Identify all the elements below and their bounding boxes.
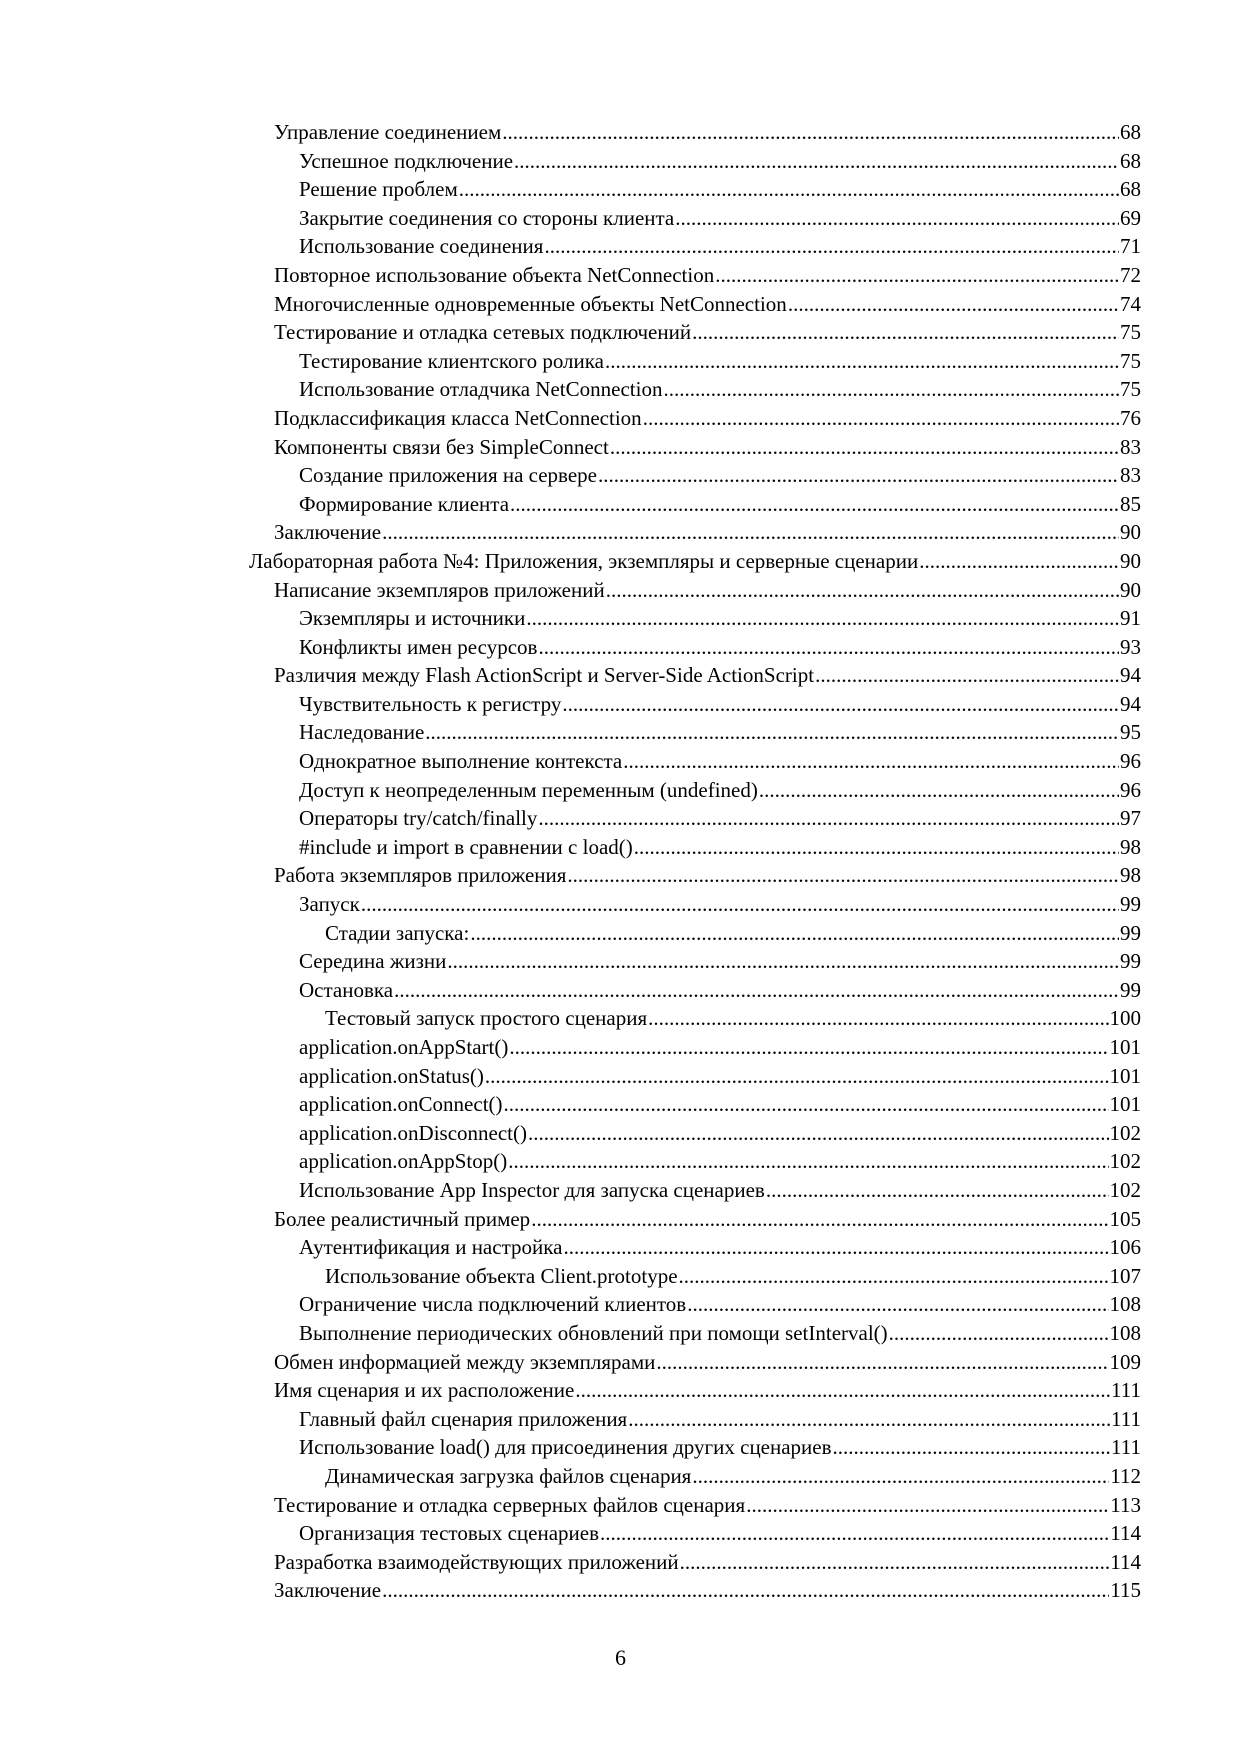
toc-dot-leader	[692, 1462, 1109, 1491]
toc-entry-page: 75	[1120, 377, 1141, 402]
toc-entry-page: 68	[1120, 148, 1141, 173]
toc-entry[interactable]	[0, 433, 1241, 462]
toc-entry-page: 69	[1120, 205, 1141, 230]
toc-entry[interactable]	[0, 490, 1241, 519]
toc-entry-page: 98	[1120, 863, 1141, 888]
toc-entry[interactable]	[0, 375, 1241, 404]
toc-dot-leader	[528, 1119, 1108, 1148]
toc-entry-title: Главный файл сценария приложения	[299, 1406, 628, 1431]
toc-entry-title: Середина жизни	[299, 949, 447, 974]
toc-entry[interactable]	[0, 318, 1241, 347]
toc-dot-leader	[746, 1491, 1109, 1520]
toc-entry-page: 100	[1109, 1006, 1141, 1031]
toc-entry-title: Работа экземпляров приложения	[274, 863, 567, 888]
toc-entry-title: Доступ к неопределенным переменным (undefined)	[299, 777, 758, 802]
toc-entry-title: Многочисленные одновременные объекты NetConnection	[274, 291, 787, 316]
toc-entry-title: Подклассификация класса NetConnection	[274, 405, 642, 430]
toc-entry-page: 107	[1109, 1263, 1141, 1288]
toc-dot-leader	[567, 861, 1119, 890]
toc-dot-leader	[598, 461, 1119, 490]
toc-entry[interactable]	[0, 890, 1241, 919]
toc-entry[interactable]	[0, 1319, 1241, 1348]
toc-entry[interactable]	[0, 976, 1241, 1005]
toc-entry-page: 95	[1120, 720, 1141, 745]
toc-entry-title: Более реалистичный пример	[274, 1206, 531, 1231]
toc-entry-page: 102	[1109, 1149, 1141, 1174]
toc-entry-title: Написание экземпляров приложений	[274, 577, 605, 602]
toc-dot-leader	[459, 175, 1119, 204]
toc-entry-title: Однократное выполнение контекста	[299, 749, 623, 774]
toc-entry[interactable]	[0, 1033, 1241, 1062]
toc-dot-leader	[447, 947, 1119, 976]
toc-entry-title: Тестирование и отладка сетевых подключений	[274, 320, 692, 345]
toc-dot-leader	[575, 1376, 1110, 1405]
toc-dot-leader	[600, 1519, 1109, 1548]
toc-dot-leader	[815, 661, 1119, 690]
toc-dot-leader	[394, 976, 1119, 1005]
toc-entry-page: 68	[1120, 177, 1141, 202]
toc-entry-page: 71	[1120, 234, 1141, 259]
toc-entry-title: Формирование клиента	[299, 491, 510, 516]
toc-dot-leader	[833, 1433, 1111, 1462]
toc-dot-leader	[538, 804, 1119, 833]
toc-entry-page: 74	[1120, 291, 1141, 316]
toc-entry-title: Тестирование и отладка серверных файлов сценария	[274, 1492, 746, 1517]
toc-entry-title: Успешное подключение	[299, 148, 514, 173]
toc-entry-title: Использование App Inspector для запуска сценариев	[299, 1177, 765, 1202]
toc-entry-title: Управление соединением	[274, 120, 502, 144]
toc-dot-leader	[544, 232, 1119, 261]
toc-entry-page: 115	[1110, 1578, 1141, 1603]
toc-entry-title: Использование соединения	[299, 234, 544, 259]
toc-dot-leader	[606, 576, 1119, 605]
table-of-contents	[0, 118, 1241, 1605]
toc-entry[interactable]	[0, 232, 1241, 261]
toc-dot-leader	[502, 118, 1119, 147]
toc-entry-title: Конфликты имен ресурсов	[299, 634, 538, 659]
toc-dot-leader	[656, 1348, 1108, 1377]
toc-dot-leader	[510, 490, 1119, 519]
toc-dot-leader	[526, 604, 1119, 633]
toc-dot-leader	[687, 1290, 1108, 1319]
toc-dot-leader	[919, 547, 1119, 576]
toc-entry-page: 112	[1110, 1463, 1141, 1488]
toc-dot-leader	[692, 318, 1119, 347]
page-number: 6	[615, 1645, 626, 1670]
toc-entry-page: 75	[1120, 320, 1141, 345]
toc-entry-page: 96	[1120, 777, 1141, 802]
toc-entry-title: #include и import в сравнении с load()	[299, 834, 633, 859]
toc-dot-leader	[628, 1405, 1110, 1434]
toc-entry-title: Остановка	[299, 977, 394, 1002]
toc-dot-leader	[623, 747, 1119, 776]
toc-entry-title: application.onAppStart()	[299, 1035, 509, 1059]
toc-entry-page: 101	[1109, 1092, 1141, 1117]
toc-entry[interactable]	[0, 118, 1241, 147]
toc-entry[interactable]	[0, 1491, 1241, 1520]
toc-entry[interactable]	[0, 1405, 1241, 1434]
toc-dot-leader	[759, 776, 1119, 805]
toc-entry[interactable]	[0, 776, 1241, 805]
toc-entry-title: Различия между Flash ActionScript и Server-Side ActionScript	[274, 663, 815, 688]
toc-entry-page: 93	[1120, 634, 1141, 659]
toc-entry-title: Использование load() для присоединения других сценариев	[299, 1435, 832, 1460]
toc-entry[interactable]	[0, 833, 1241, 862]
toc-entry-title: Закрытие соединения со стороны клиента	[299, 205, 675, 230]
toc-entry-page: 114	[1110, 1521, 1141, 1546]
toc-dot-leader	[509, 1033, 1108, 1062]
toc-entry-page: 76	[1120, 405, 1141, 430]
toc-entry-title: Заключение	[274, 520, 382, 545]
toc-entry[interactable]	[0, 1147, 1241, 1176]
toc-entry[interactable]	[0, 1062, 1241, 1091]
toc-entry-title: Обмен информацией между экземплярами	[274, 1349, 656, 1374]
toc-entry-title: Организация тестовых сценариев	[299, 1521, 600, 1546]
toc-dot-leader	[425, 718, 1119, 747]
toc-entry[interactable]	[0, 147, 1241, 176]
toc-entry[interactable]	[0, 1433, 1241, 1462]
toc-entry-title: Выполнение периодических обновлений при помощи setInterval()	[299, 1320, 888, 1345]
toc-entry[interactable]	[0, 1462, 1241, 1491]
toc-entry[interactable]	[0, 1205, 1241, 1234]
toc-dot-leader	[679, 1262, 1109, 1291]
toc-dot-leader	[675, 204, 1119, 233]
toc-entry[interactable]	[0, 661, 1241, 690]
toc-entry-title: Решение проблем	[299, 177, 458, 202]
toc-dot-leader	[538, 633, 1119, 662]
toc-entry-page: 90	[1120, 548, 1141, 573]
toc-entry-page: 83	[1120, 463, 1141, 488]
toc-entry-page: 96	[1120, 749, 1141, 774]
toc-entry[interactable]	[0, 261, 1241, 290]
toc-entry-title: Имя сценария и их расположение	[274, 1378, 575, 1403]
toc-dot-leader	[766, 1176, 1109, 1205]
toc-entry-page: 109	[1109, 1349, 1141, 1374]
toc-entry[interactable]	[0, 1004, 1241, 1033]
toc-entry-page: 90	[1120, 520, 1141, 545]
toc-entry[interactable]	[0, 1290, 1241, 1319]
toc-entry-page: 102	[1109, 1120, 1141, 1145]
toc-dot-leader	[680, 1548, 1110, 1577]
toc-dot-leader	[663, 375, 1119, 404]
toc-entry-page: 101	[1109, 1063, 1141, 1088]
toc-entry-title: Заключение	[274, 1578, 382, 1603]
toc-entry[interactable]	[0, 1376, 1241, 1405]
toc-entry-page: 83	[1120, 434, 1141, 459]
toc-entry[interactable]	[0, 718, 1241, 747]
toc-entry[interactable]	[0, 1576, 1241, 1605]
toc-entry-page: 114	[1110, 1549, 1141, 1574]
toc-entry[interactable]	[0, 1519, 1241, 1548]
toc-entry-page: 75	[1120, 348, 1141, 373]
toc-entry-page: 68	[1120, 120, 1141, 144]
toc-entry-page: 111	[1111, 1435, 1141, 1460]
toc-entry[interactable]	[0, 518, 1241, 547]
toc-entry-title: Повторное использование объекта NetConnection	[274, 262, 715, 287]
toc-dot-leader	[562, 690, 1119, 719]
toc-entry-page: 90	[1120, 577, 1141, 602]
toc-entry-page: 113	[1110, 1492, 1141, 1517]
toc-entry-title: application.onAppStop()	[299, 1149, 508, 1174]
toc-entry-page: 108	[1109, 1320, 1141, 1345]
toc-dot-leader	[889, 1319, 1109, 1348]
toc-entry-title: Компоненты связи без SimpleConnect	[274, 434, 609, 459]
toc-entry-page: 99	[1120, 920, 1141, 945]
toc-entry-page: 91	[1120, 606, 1141, 631]
toc-dot-leader	[508, 1147, 1108, 1176]
toc-dot-leader	[605, 347, 1119, 376]
toc-dot-leader	[643, 404, 1119, 433]
toc-entry-title: Использование отладчика NetConnection	[299, 377, 663, 402]
toc-entry[interactable]	[0, 1548, 1241, 1577]
toc-entry-title: Наследование	[299, 720, 425, 745]
toc-entry[interactable]	[0, 633, 1241, 662]
toc-entry-title: application.onDisconnect()	[299, 1120, 528, 1145]
toc-entry-title: Разработка взаимодействующих приложений	[274, 1549, 679, 1574]
toc-entry[interactable]	[0, 1348, 1241, 1377]
toc-dot-leader	[470, 919, 1119, 948]
toc-entry-page: 99	[1120, 949, 1141, 974]
toc-dot-leader	[382, 1576, 1109, 1605]
toc-entry[interactable]	[0, 576, 1241, 605]
toc-entry-page: 98	[1120, 834, 1141, 859]
toc-entry-title: Чувствительность к регистру	[299, 691, 562, 716]
toc-entry[interactable]	[0, 804, 1241, 833]
toc-entry-page: 108	[1109, 1292, 1141, 1317]
toc-dot-leader	[361, 890, 1119, 919]
toc-dot-leader	[485, 1062, 1109, 1091]
toc-entry-page: 94	[1120, 663, 1141, 688]
toc-dot-leader	[504, 1090, 1109, 1119]
toc-entry[interactable]	[0, 290, 1241, 319]
toc-entry-title: Ограничение числа подключений клиентов	[299, 1292, 687, 1317]
toc-entry[interactable]	[0, 861, 1241, 890]
toc-entry[interactable]	[0, 1090, 1241, 1119]
toc-entry-page: 72	[1120, 262, 1141, 287]
toc-entry[interactable]	[0, 604, 1241, 633]
toc-entry-page: 105	[1109, 1206, 1141, 1231]
toc-entry-title: Динамическая загрузка файлов сценария	[325, 1463, 692, 1488]
toc-entry[interactable]	[0, 1119, 1241, 1148]
toc-entry[interactable]	[0, 919, 1241, 948]
toc-entry-page: 99	[1120, 977, 1141, 1002]
toc-entry-page: 111	[1111, 1378, 1141, 1403]
toc-entry[interactable]	[0, 747, 1241, 776]
toc-dot-leader	[715, 261, 1119, 290]
toc-entry-title: Использование объекта Client.prototype	[325, 1263, 678, 1288]
toc-entry[interactable]	[0, 1262, 1241, 1291]
toc-entry-title: Операторы try/catch/finally	[299, 806, 538, 831]
toc-dot-leader	[634, 833, 1119, 862]
toc-entry-title: Запуск	[299, 892, 360, 917]
toc-entry-title: Тестовый запуск простого сценария	[325, 1006, 648, 1031]
toc-entry-page: 102	[1109, 1177, 1141, 1202]
toc-entry-page: 94	[1120, 691, 1141, 716]
toc-entry-title: Лабораторная работа №4: Приложения, экземпляры и серверные сценарии	[249, 548, 919, 573]
toc-dot-leader	[648, 1004, 1108, 1033]
toc-entry[interactable]	[0, 347, 1241, 376]
toc-entry-page: 85	[1120, 491, 1141, 516]
toc-entry-title: Тестирование клиентского ролика	[299, 348, 604, 373]
toc-dot-leader	[382, 518, 1119, 547]
toc-entry-page: 111	[1111, 1406, 1141, 1431]
toc-entry-page: 101	[1109, 1035, 1141, 1059]
toc-entry[interactable]	[0, 947, 1241, 976]
toc-entry[interactable]	[0, 404, 1241, 433]
toc-dot-leader	[563, 1233, 1108, 1262]
toc-dot-leader	[610, 433, 1119, 462]
toc-entry[interactable]	[0, 175, 1241, 204]
toc-entry-title: application.onConnect()	[299, 1092, 503, 1117]
toc-entry-title: Экземпляры и источники	[299, 606, 526, 631]
toc-entry[interactable]	[0, 461, 1241, 490]
toc-dot-leader	[531, 1205, 1108, 1234]
toc-entry[interactable]	[0, 547, 1241, 576]
toc-entry-page: 106	[1109, 1235, 1141, 1260]
toc-entry[interactable]	[0, 1176, 1241, 1205]
toc-dot-leader	[788, 290, 1119, 319]
toc-entry-page: 99	[1120, 892, 1141, 917]
toc-dot-leader	[514, 147, 1119, 176]
toc-entry[interactable]	[0, 204, 1241, 233]
toc-entry-title: Аутентификация и настройка	[299, 1235, 563, 1260]
toc-entry-title: Создание приложения на сервере	[299, 463, 597, 488]
toc-entry[interactable]	[0, 1233, 1241, 1262]
toc-entry-title: Стадии запуска:	[325, 920, 470, 945]
toc-entry-title: application.onStatus()	[299, 1063, 484, 1088]
toc-entry-page: 97	[1120, 806, 1141, 831]
toc-entry[interactable]	[0, 690, 1241, 719]
